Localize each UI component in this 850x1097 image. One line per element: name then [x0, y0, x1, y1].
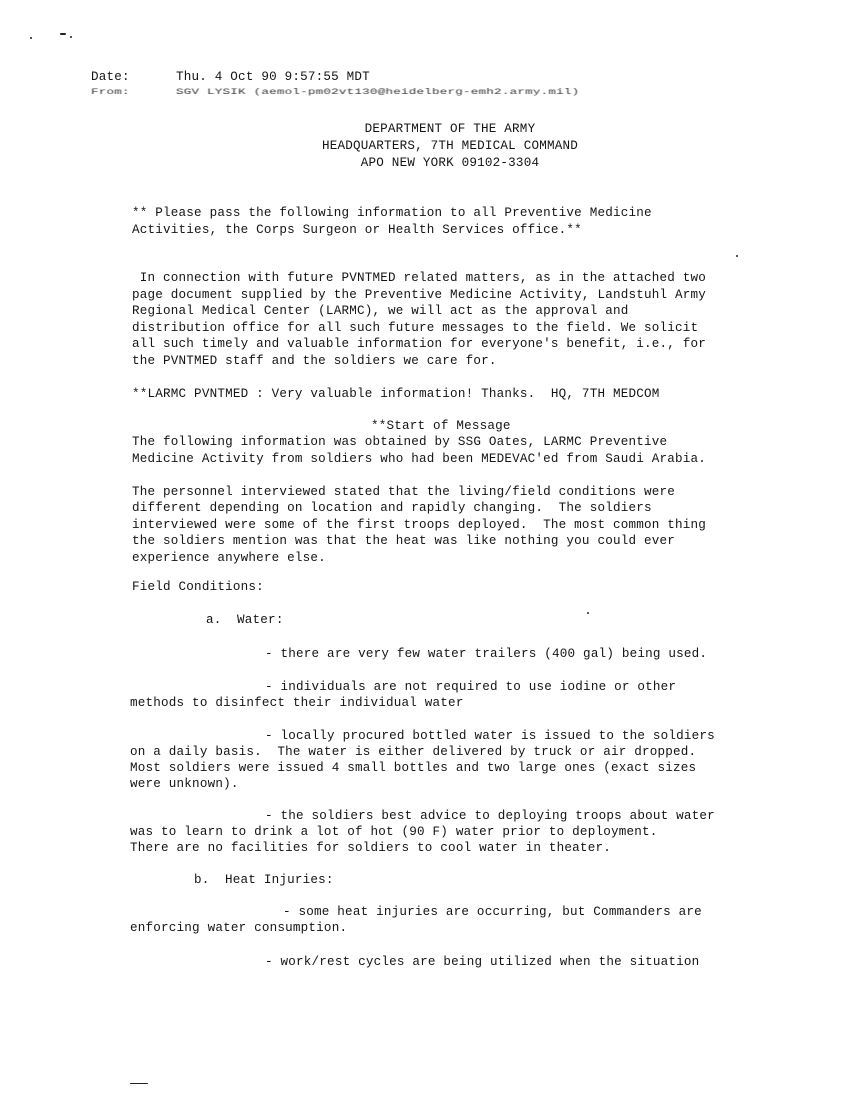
scan-mark [736, 255, 738, 257]
date-label: Date: [91, 70, 130, 84]
interview-line: The personnel interviewed stated that the living/field conditions were [132, 485, 676, 499]
intro-line: the PVNTMED staff and the soldiers we care for. [132, 354, 497, 368]
date-value: Thu. 4 Oct 90 9:57:55 MDT [176, 70, 370, 84]
intro-line: distribution office for all such future messages to the field. We solicit [132, 321, 699, 335]
water-heading: a. Water: [206, 613, 284, 627]
scan-mark [60, 33, 66, 35]
letterhead-department: DEPARTMENT OF THE ARMY [364, 122, 536, 136]
water-item: - there are very few water trailers (400 gal) being used. [265, 647, 708, 661]
water-item: - the soldiers best advice to deploying troops about water [265, 809, 715, 823]
heat-item: - some heat injuries are occurring, but Commanders are [283, 905, 702, 919]
scan-mark [587, 612, 589, 614]
letterhead-headquarters: HEADQUARTERS, 7TH MEDICAL COMMAND [322, 139, 578, 153]
from-label: From: [91, 87, 130, 97]
scan-mark [130, 1083, 148, 1084]
notice-line: ** Please pass the following information to all Preventive Medicine [132, 206, 652, 220]
source-line: The following information was obtained by SSG Oates, LARMC Preventive [132, 435, 668, 449]
notice-line: Activities, the Corps Surgeon or Health Services office.** [132, 223, 582, 237]
field-conditions-heading: Field Conditions: [132, 580, 264, 594]
from-value: SGV LYSIK (aemol-pm02vt130@heidelberg-emh2.army.mil) [176, 87, 580, 97]
water-item: on a daily basis. The water is either delivered by truck or air dropped. [130, 745, 697, 759]
intro-line: In connection with future PVNTMED related matters, as in the attached two [132, 271, 707, 285]
source-line: Medicine Activity from soldiers who had been MEDEVAC'ed from Saudi Arabia. [132, 452, 707, 466]
heat-item: enforcing water consumption. [130, 921, 348, 935]
interview-line: different depending on location and rapidly changing. The soldiers [132, 501, 652, 515]
heat-item: - work/rest cycles are being utilized when the situation [265, 955, 700, 969]
letterhead-address: APO NEW YORK 09102-3304 [360, 156, 540, 170]
scan-mark [30, 37, 32, 39]
water-item: There are no facilities for soldiers to cool water in theater. [130, 841, 611, 855]
intro-line: page document supplied by the Preventive Medicine Activity, Landstuhl Army [132, 288, 707, 302]
water-item: methods to disinfect their individual water [130, 696, 464, 710]
water-item: - locally procured bottled water is issued to the soldiers [265, 729, 715, 743]
water-item: were unknown). [130, 777, 239, 791]
water-item: Most soldiers were issued 4 small bottles and two large ones (exact sizes [130, 761, 697, 775]
water-item: - individuals are not required to use iodine or other [265, 680, 677, 694]
interview-line: experience anywhere else. [132, 551, 326, 565]
intro-line: Regional Medical Center (LARMC), we will act as the approval and [132, 304, 629, 318]
thanks-line: **LARMC PVNTMED : Very valuable information! Thanks. HQ, 7TH MEDCOM [132, 387, 660, 401]
interview-line: interviewed were some of the first troops deployed. The most common thing [132, 518, 707, 532]
heat-injuries-heading: b. Heat Injuries: [194, 873, 334, 887]
water-item: was to learn to drink a lot of hot (90 F) water prior to deployment. [130, 825, 658, 839]
interview-line: the soldiers mention was that the heat was like nothing you could ever [132, 534, 676, 548]
intro-line: all such timely and valuable information for everyone's benefit, i.e., for [132, 337, 707, 351]
start-of-message: **Start of Message [371, 419, 511, 433]
scan-mark [70, 36, 72, 38]
